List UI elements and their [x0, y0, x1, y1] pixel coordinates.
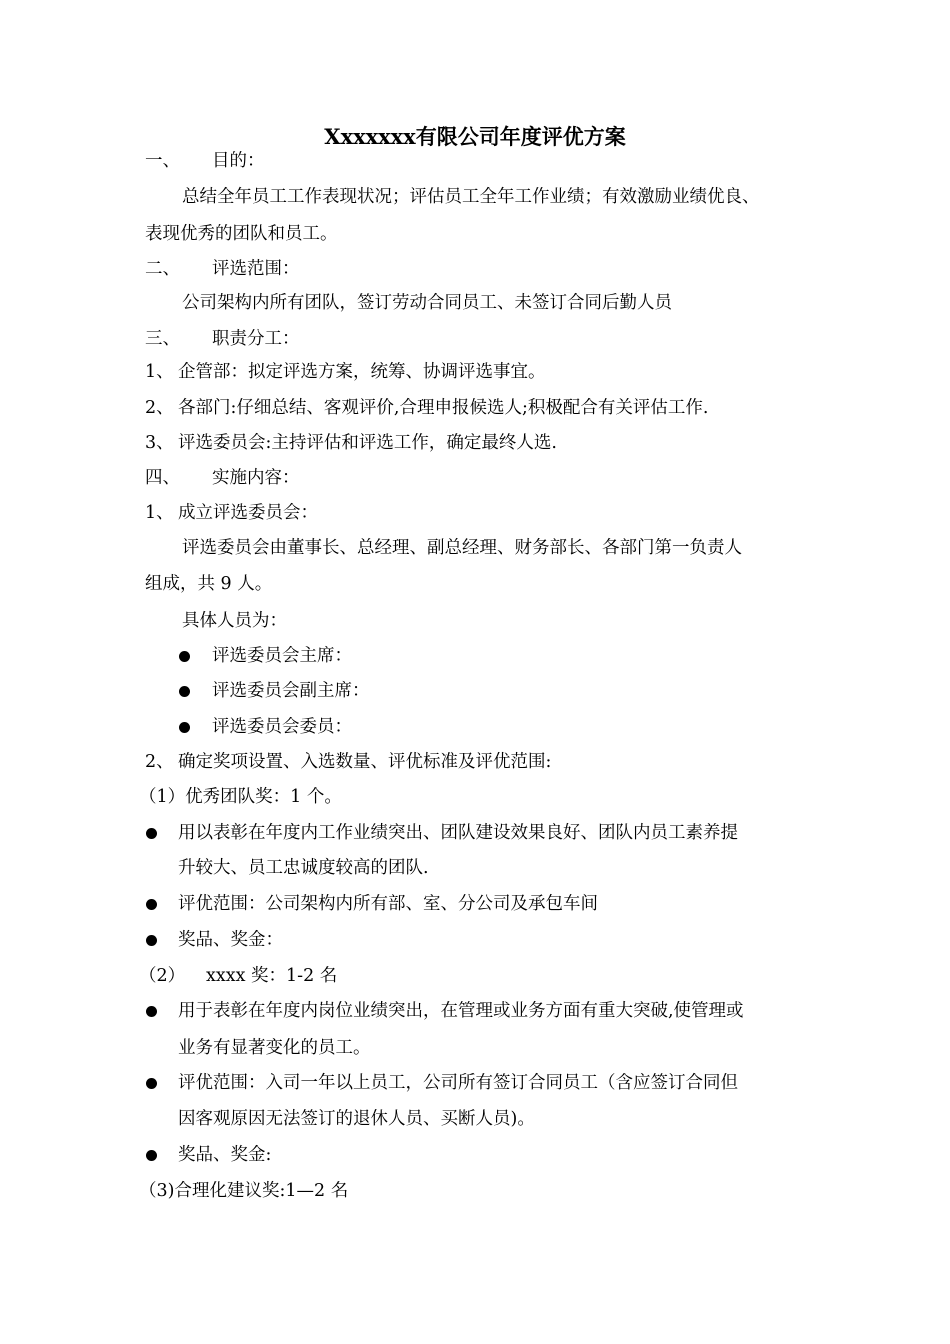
section-number: 四、 — [145, 468, 180, 488]
bullet-icon — [179, 686, 190, 697]
section-title: 目的： — [212, 151, 265, 171]
bullet-icon — [146, 1078, 157, 1089]
document-title: Xxxxxxx有限公司年度评优方案 — [324, 124, 626, 149]
bullet-icon — [146, 828, 157, 839]
section-title: 评选范围： — [212, 259, 300, 279]
bullet-icon — [146, 1150, 157, 1161]
document-page: Xxxxxxx有限公司年度评优方案 一、 目的： 总结全年员工工作表现状况；评估员工全年工作业绩；有效激励业绩优良、 表现优秀的团队和员工。 二、 评选范围： 公司架构内所有团队，签订劳动合同员工、未签订合同后勤人员 三、 职责分工： 1、 企管部：拟定评选方案，统筹、协调评选事宜。 2、 各部门:仔细总结、客观评价,合理申报候选人;积极配合有关评估工作. 3、 评选委员会:主持评估和评选工作，确定最终人选. 四、 实施内容： 1、 成立评选委员会： 评选委员会由董事长、总经理、副总经理、财务部长、各部门第一负责人 组成，共 9 人。 具体人员为： 评选委员会主席： 评选委员会副主席： 评选委员会委员： 2、 确定奖项设置、入选数量、评优标准及评优范围: （1）优秀团队奖：1 个。 用以表彰在年度内工作业绩突出、团队建设效果良好、团队内员工素养提 升较大、员工忠诚度较高的团队. 评优范围：公司架构内所有部、室、分公司及承包车间 奖品、奖金： （2） xxxx 奖：1-2 名 用于表彰在年度内岗位业绩突出，在管理或业务方面有重大突破,使管理或 业务有显著变化的员工。 评优范围：入司一年以上员工，公司所有签订合同员工（含应签订合同但 因客观原因无法签订的退休人员、买断人员)。 奖品、奖金: （3)合理化建议奖:1—2 名 — [0, 0, 950, 1344]
bullet-icon — [179, 651, 190, 662]
bullet-icon — [146, 1006, 157, 1017]
bullet-icon — [146, 899, 157, 910]
section-title: 职责分工： — [212, 329, 300, 349]
section-number: 二、 — [145, 259, 180, 279]
section-title: 实施内容： — [212, 468, 300, 488]
bullet-icon — [146, 935, 157, 946]
section-number: 一、 — [145, 151, 180, 171]
section-number: 三、 — [145, 329, 180, 349]
bullet-icon — [179, 722, 190, 733]
